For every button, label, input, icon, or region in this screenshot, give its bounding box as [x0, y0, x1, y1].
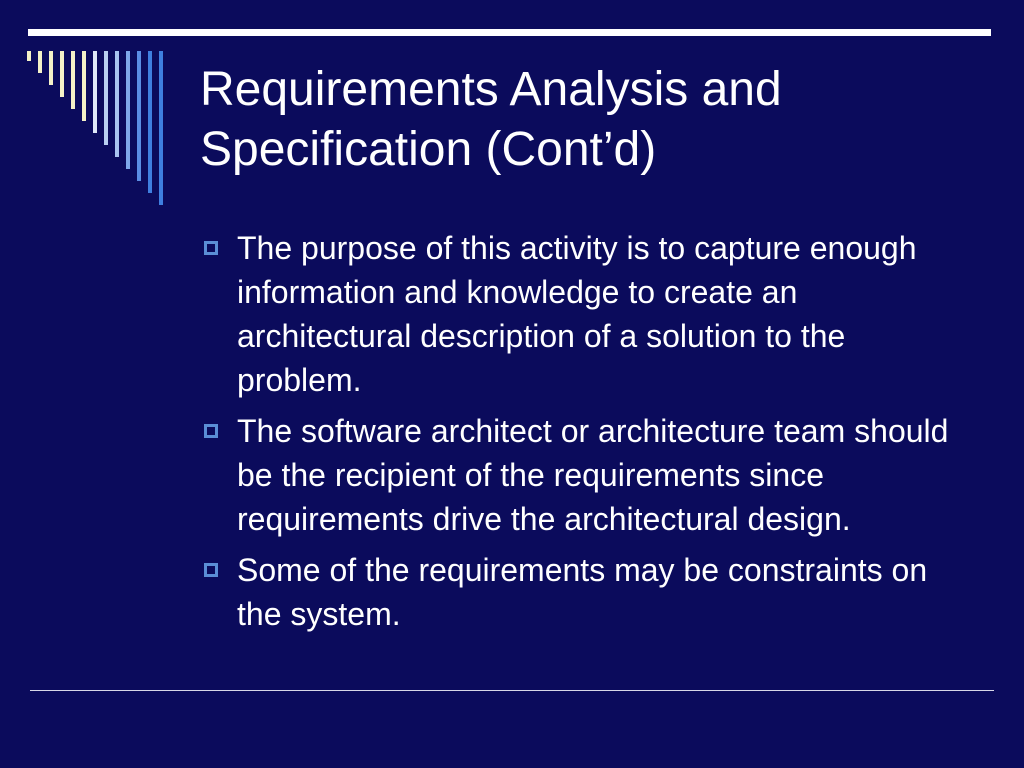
- deco-stripe: [115, 51, 119, 157]
- deco-stripe: [159, 51, 163, 205]
- hollow-square-icon: [204, 241, 218, 255]
- bullet-item: [200, 226, 960, 402]
- deco-stripe: [104, 51, 108, 145]
- bottom-rule: [30, 690, 994, 691]
- slide-title: Requirements Analysis and Specification (Cont’d): [200, 63, 782, 176]
- deco-stripe: [27, 51, 31, 61]
- deco-stripe: [137, 51, 141, 181]
- deco-stripe: [71, 51, 75, 109]
- bullet-list: [200, 226, 960, 636]
- deco-stripe: [93, 51, 97, 133]
- bullet-text: The software architect or architecture team should be the recipient of the requirements since requirements drive the architectural design.: [237, 413, 949, 537]
- hollow-square-icon: [204, 424, 218, 438]
- bullet-text: The purpose of this activity is to capture enough information and knowledge to create an architectural description of a solution to the problem.: [237, 230, 917, 398]
- deco-stripe: [38, 51, 42, 73]
- bullet-item: [200, 409, 960, 541]
- deco-stripe: [60, 51, 64, 97]
- deco-stripe: [82, 51, 86, 121]
- bullet-item: [200, 548, 960, 636]
- decorative-stripes: [0, 0, 180, 220]
- hollow-square-icon: [204, 563, 218, 577]
- deco-stripe: [49, 51, 53, 85]
- bullet-text: Some of the requirements may be constraints on the system.: [237, 552, 928, 632]
- deco-stripe: [126, 51, 130, 169]
- deco-stripe: [148, 51, 152, 193]
